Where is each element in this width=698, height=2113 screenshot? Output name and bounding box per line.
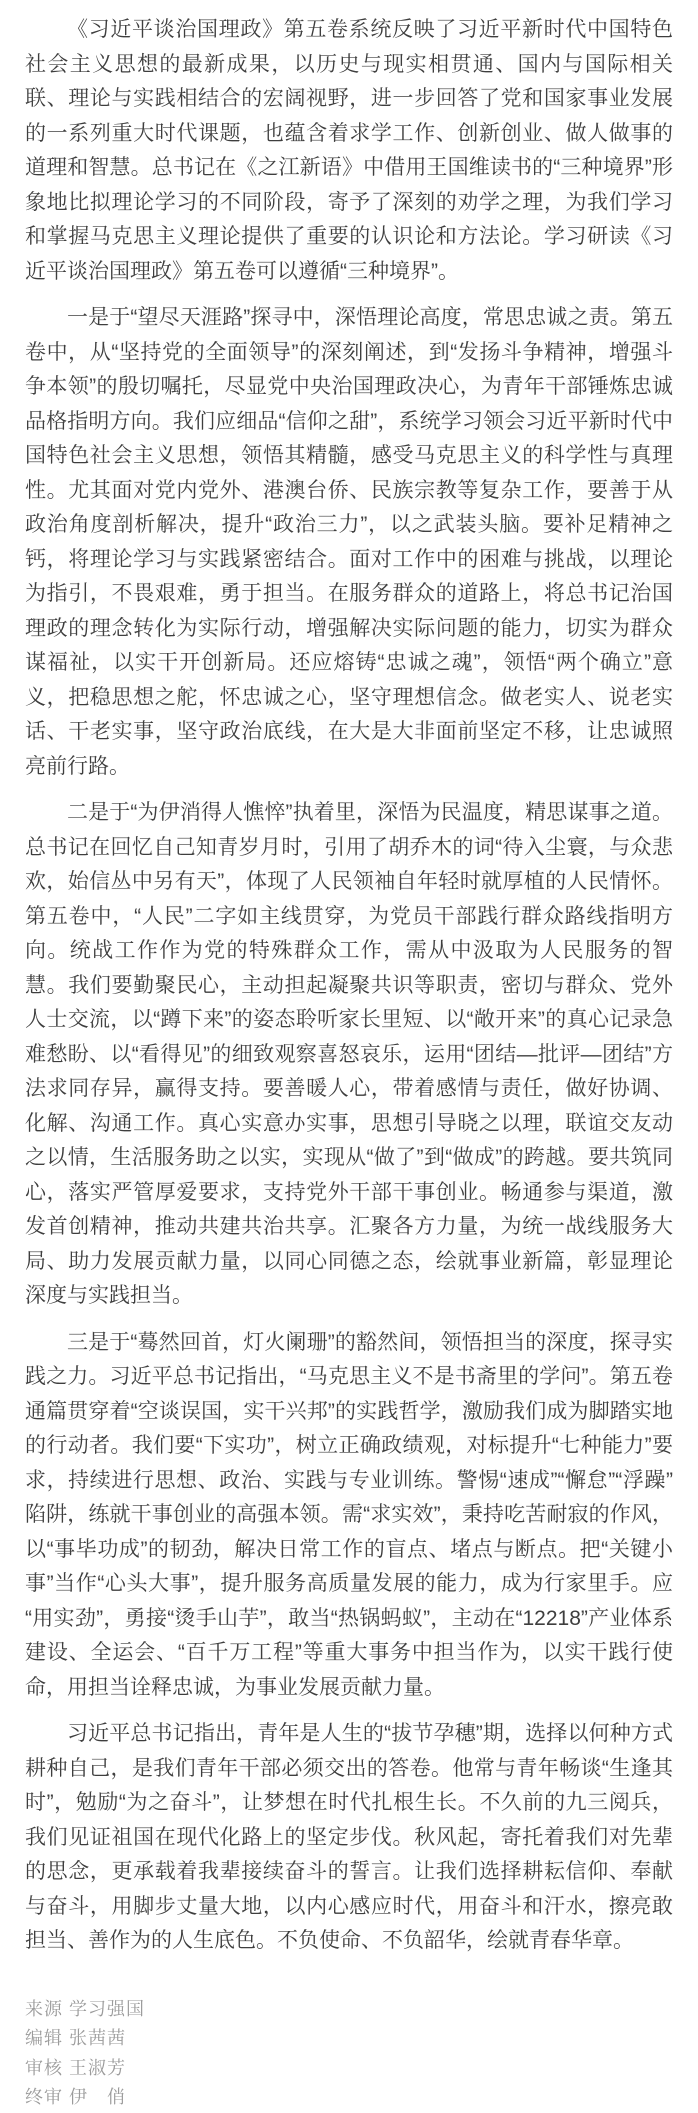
paragraph-intro: 《习近平谈治国理政》第五卷系统反映了习近平新时代中国特色社会主义思想的最新成果，以历史与现实相贯通、国内与国际相关联、理论与实践相结合的宏阔视野，进一步回答了党和国家事业发展的一系列重大时代课题，也蕴含着求学工作、创新创业、做人做事的道理和智慧。总书记在《之江新语》中借用王国维读书的“三种境界”形象地比拟理论学习的不同阶段，寄予了深刻的劝学之理，为我们学习和掌握马克思主义理论提供了重要的认识论和方法论。学习研读《习近平谈治国理政》第五卷可以遵循“三种境界”。 bbox=[25, 18, 673, 283]
paragraph-point-one: 一是于“望尽天涯路”探寻中，深悟理论高度，常思忠诚之责。第五卷中，从“坚持党的全面领导”的深刻阐述，到“发扬斗争精神，增强斗争本领”的殷切嘱托，尽显党中央治国理政决心，为青年干部锤炼忠诚品格指明方向。我们应细品“信仰之甜”，系统学习领会习近平新时代中国特色社会主义思想，领悟其精髓，感受马克思主义的科学性与真理性。尤其面对党内党外、港澳台侨、民族宗教等复杂工作，要善于从政治角度剖析解决，提升“政治三力”，以之武装头脑。要补足精神之钙，将理论学习与实践紧密结合。面对工作中的困难与挑战，以理论为指引，不畏艰难，勇于担当。在服务群众的道路上，将总书记治国理政的理念转化为实际行动，增强解决实际问题的能力，切实为群众谋福祉，以实干开创新局。还应熔铸“忠诚之魂”，领悟“两个确立”意义，把稳思想之舵，怀忠诚之心，坚守理想信念。做老实人、说老实话、干老实事，坚守政治底线，在大是大非面前坚定不移，让忠诚照亮前行路。 bbox=[25, 306, 673, 778]
footer-source-value: 学习强国 bbox=[69, 1998, 145, 2019]
paragraph-conclusion: 习近平总书记指出，青年是人生的“拔节孕穗”期，选择以何种方式耕种自己，是我们青年干部必须交出的答卷。他常与青年畅谈“生逢其时”，勉励“为之奋斗”，让梦想在时代扎根生长。不久前的九三阅兵，我们见证祖国在现代化路上的坚定步伐。秋风起，寄托着我们对先辈的思念，更承载着我辈接续奋斗的誓言。让我们选择耕耘信仰、奉献与奋斗，用脚步丈量大地，以内心感应时代，用奋斗和汗水，擦亮敢担当、善作为的人生底色。不负使命、不负韶华，绘就青春华章。 bbox=[25, 1722, 673, 1952]
footer-final-reviewer-label: 终审 bbox=[25, 2087, 63, 2107]
footer-source bbox=[25, 1995, 673, 2025]
footer-final-reviewer-value: 伊 俏 bbox=[69, 2087, 126, 2107]
footer-reviewer bbox=[25, 2054, 673, 2084]
article-footer bbox=[25, 1995, 673, 2113]
paragraph-point-three: 三是于“蓦然回首，灯火阑珊”的豁然间，领悟担当的深度，探寻实践之力。习近平总书记指出，“马克思主义不是书斋里的学问”。第五卷通篇贯穿着“空谈误国，实干兴邦”的实践哲学，激励我们成为脚踏实地的行动者。我们要“下实功”，树立正确政绩观，对标提升“七种能力”要求，持续进行思想、政治、实践与专业训练。警惕“速成”“懈怠”“浮躁”陷阱，练就干事创业的高强本领。需“求实效”，秉持吃苦耐寂的作风，以“事毕功成”的韧劲，解决日常工作的盲点、堵点与断点。把“关键小事”当作“心头大事”，提升服务高质量发展的能力，成为行家里手。应“用实劲”，勇接“烫手山芋”，敢当“热锅蚂蚁”，主动在“12218”产业体系建设、全运会、“百千万工程”等重大事务中担当作为，以实干践行使命，用担当诠释忠诚，为事业发展贡献力量。 bbox=[25, 1330, 673, 1699]
paragraph-point-two: 二是于“为伊消得人憔悴”执着里，深悟为民温度，精思谋事之道。总书记在回忆自己知青岁月时，引用了胡乔木的词“待入尘寰，与众悲欢，始信丛中另有天”，体现了人民领袖自年轻时就厚植的人民情怀。第五卷中，“人民”二字如主线贯穿，为党员干部践行群众路线指明方向。统战工作作为党的特殊群众工作，需从中汲取为人民服务的智慧。我们要勤聚民心，主动担起凝聚共识等职责，密切与群众、党外人士交流，以“蹲下来”的姿态聆听家长里短、以“敞开来”的真心记录急难愁盼、以“看得见”的细致观察喜怒哀乐，运用“团结—批评—团结”方法求同存异，赢得支持。要善暖人心，带着感情与责任，做好协调、化解、沟通工作。真心实意办实事，思想引导晓之以理，联谊交友动之以情，生活服务助之以实，实现从“做了”到“做成”的跨越。要共筑同心，落实严管厚爱要求，支持党外干部干事创业。畅通参与渠道，激发首创精神，推动共建共治共享。汇聚各方力量，为统一战线服务大局、助力发展贡献力量，以同心同德之态，绘就事业新篇，彰显理论深度与实践担当。 bbox=[25, 801, 673, 1307]
footer-editor bbox=[25, 2024, 673, 2054]
footer-reviewer-label: 审核 bbox=[25, 2057, 63, 2078]
footer-editor-value: 张茜茜 bbox=[69, 2028, 126, 2048]
footer-final-reviewer bbox=[25, 2083, 673, 2113]
footer-source-label: 来源 bbox=[25, 1998, 63, 2019]
footer-reviewer-value: 王淑芳 bbox=[69, 2057, 126, 2078]
footer-editor-label: 编辑 bbox=[25, 2028, 63, 2048]
